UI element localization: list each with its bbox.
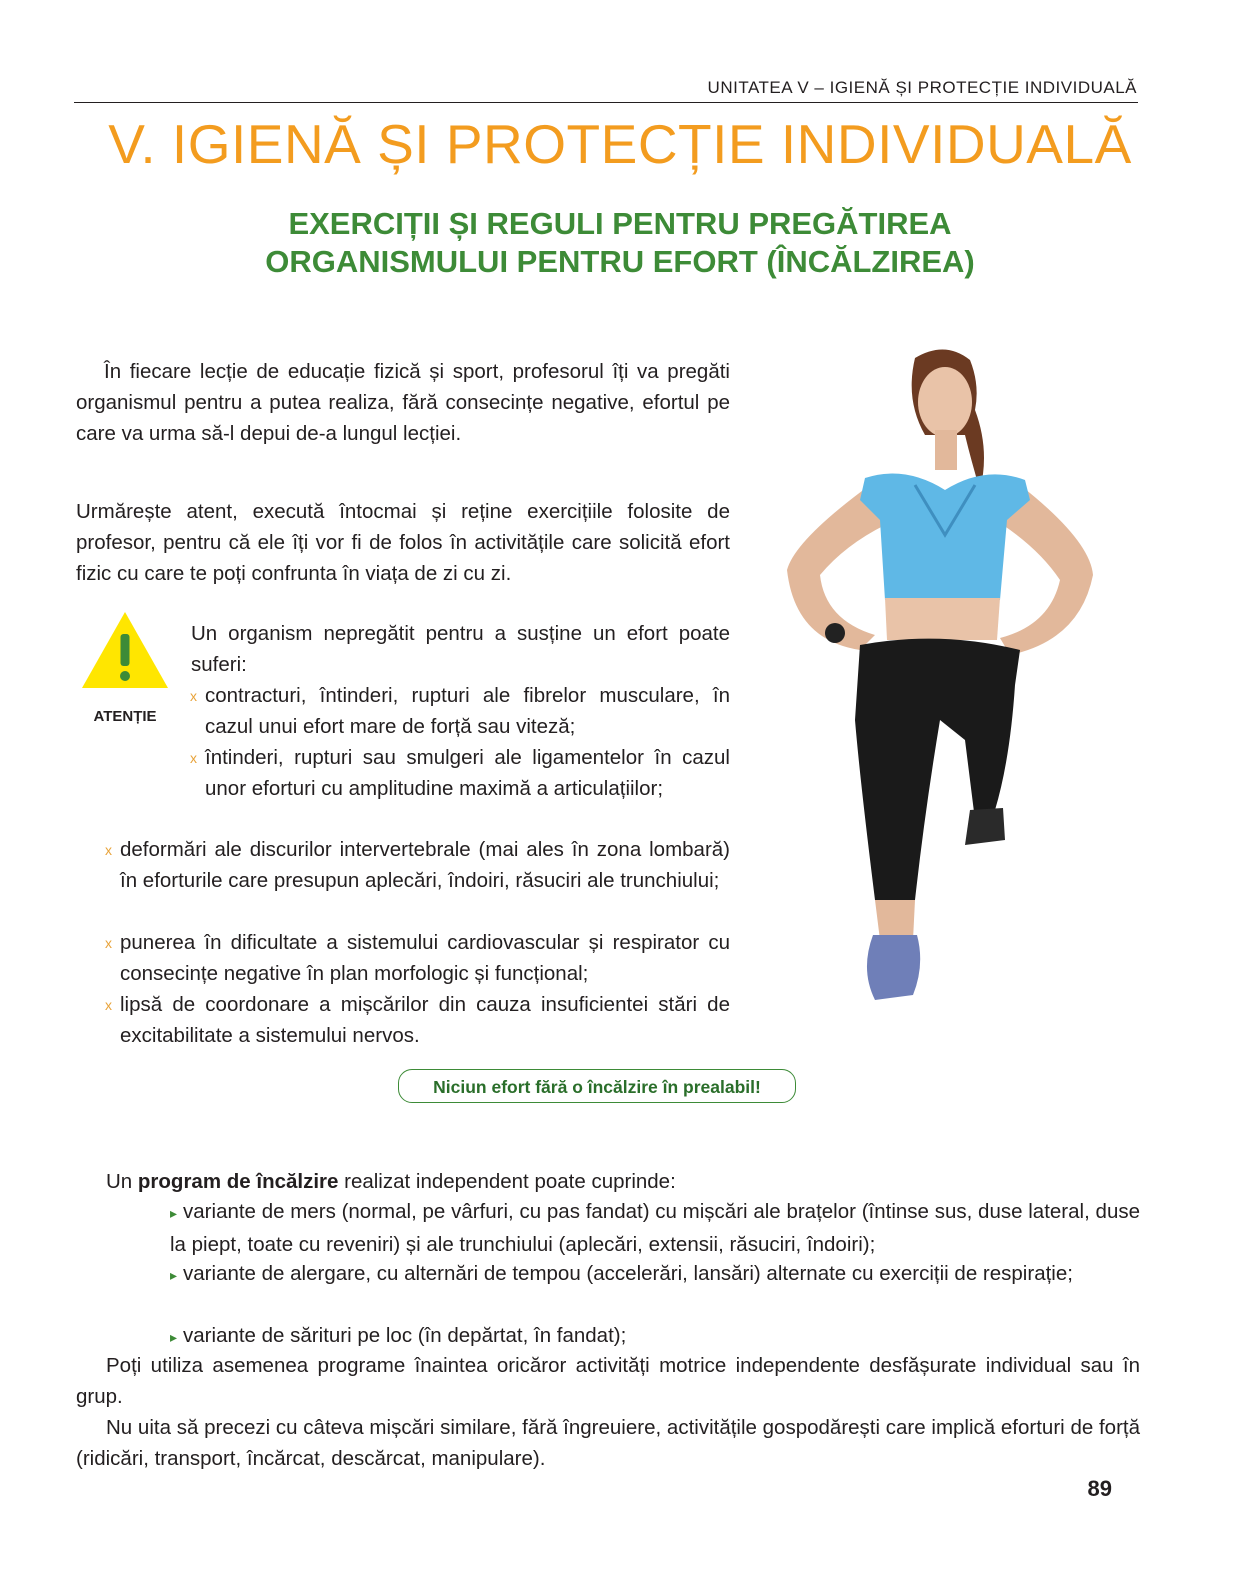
bullet-triangle-icon: ▸: [170, 1205, 178, 1221]
program-item-text: variante de mers (normal, pe vârfuri, cu pas fandat) cu mișcări ale brațelor (întinse sus, duse lateral, duse la piept, toate cu reveniri) și ale trunchiului (aplecări, extensii, răsuciri, îndoiri);: [170, 1200, 1140, 1256]
callout-box: Niciun efort fără o încălzire în prealabil!: [398, 1069, 796, 1103]
warning-item-text: punerea în dificultate a sistemului cardiovascular și respirator cu consecințe negative în plan morfologic și funcțional;: [120, 931, 730, 985]
warning-item-text: întinderi, rupturi sau smulgeri ale ligamentelor în cazul unor eforturi cu amplitudine maximă a articulațiilor;: [205, 746, 730, 800]
program-list-item: [170, 1320, 1140, 1353]
program-list-item: [170, 1258, 1140, 1291]
intro-paragraph-1: În fiecare lecție de educație fizică și sport, profesorul îți va pregăti organismul pentru a putea realiza, fără consecințe negative, efortul pe care va urma să-l depui de-a lungul lecției.: [76, 360, 730, 445]
warning-label: ATENȚIE: [93, 708, 157, 725]
bullet-x-icon: x: [105, 842, 112, 858]
intro-paragraph-2: Urmărește atent, execută întocmai și reține exercițiile folosite de profesor, pentru că ele îți vor fi de folos în activitățile care solicită efort fizic cu care te poți confrunta în viața de zi cu zi.: [76, 500, 730, 585]
warning-item-text: contracturi, întinderi, rupturi ale fibrelor musculare, în cazul unui efort mare de forță sau viteză;: [205, 684, 730, 738]
warning-item-text: deformări ale discurilor intervertebrale (mai ales în zona lombară) în eforturile care presupun aplecări, îndoiri, răsuciri ale trunchiului;: [120, 838, 730, 892]
program-list-item: [170, 1196, 1140, 1260]
closing-paragraph-2: Nu uita să precezi cu câteva mișcări similare, fără îngreuiere, activitățile gospodărești care implică eforturi de forță (ridicări, transport, încărcat, descărcat, manipulare).: [76, 1416, 1140, 1470]
bullet-x-icon: x: [105, 997, 112, 1013]
lesson-title-line-2: ORGANISMULUI PENTRU EFORT (ÎNCĂLZIREA): [265, 244, 975, 279]
bullet-x-icon: x: [190, 688, 197, 704]
lesson-title-line-1: EXERCIȚII ȘI REGULI PENTRU PREGĂTIREA: [288, 206, 952, 241]
bullet-x-icon: x: [190, 750, 197, 766]
lesson-title: [0, 205, 1240, 281]
closing-paragraph-1: Poți utiliza asemenea programe înaintea oricăror activități motrice independente desfășurate individual sau în grup.: [76, 1354, 1140, 1408]
warning-list-item: [105, 989, 730, 1051]
program-intro: [76, 1166, 1140, 1197]
running-head: UNITATEA V – IGIENĂ ȘI PROTECȚIE INDIVIDUALĂ: [707, 78, 1137, 97]
chapter-title: V. IGIENĂ ȘI PROTECȚIE INDIVIDUALĂ: [108, 113, 1132, 175]
bullet-triangle-icon: ▸: [170, 1267, 178, 1283]
program-item-text: variante de sărituri pe loc (în depărtat, în fandat);: [183, 1324, 627, 1347]
bullet-triangle-icon: ▸: [170, 1329, 178, 1345]
page-number: 89: [1087, 1476, 1112, 1501]
program-intro-start: Un: [106, 1170, 138, 1193]
program-intro-bold: program de încălzire: [137, 1170, 339, 1193]
warning-list-item: [190, 680, 730, 742]
program-item-text: variante de alergare, cu alternări de tempou (accelerări, lansări) alternate cu exerciții de respirație;: [183, 1262, 1073, 1285]
athlete-photo: [775, 340, 1105, 1010]
header-rule: [74, 102, 1138, 103]
warning-triangle-icon: [80, 610, 170, 690]
warning-item-text: lipsă de coordonare a mișcărilor din cauza insuficientei stări de excitabilitate a sistemului nervos.: [120, 993, 730, 1047]
warning-list-item: [190, 742, 730, 804]
bullet-x-icon: x: [105, 935, 112, 951]
warning-list-item: [105, 834, 730, 896]
program-intro-end: realizat independent poate cuprinde:: [338, 1170, 676, 1193]
warning-intro: Un organism nepregătit pentru a susține un efort poate suferi:: [191, 622, 730, 676]
warning-list-item: [105, 927, 730, 989]
